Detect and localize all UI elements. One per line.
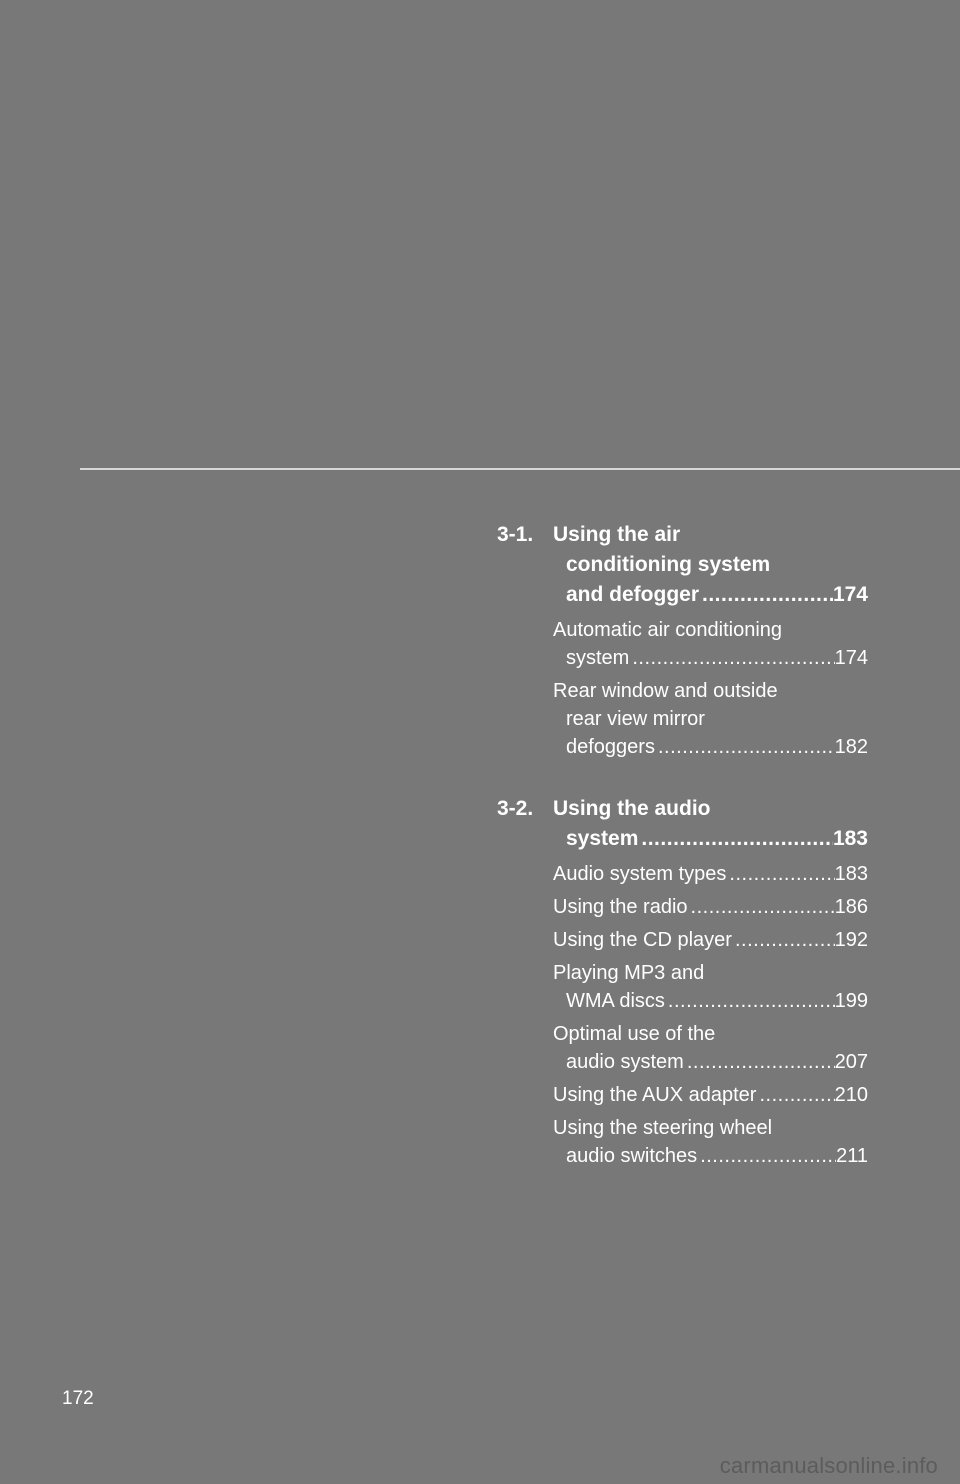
item-line xyxy=(497,1081,868,1109)
section-title-line xyxy=(497,824,868,854)
item-page-number: 207 xyxy=(834,1051,868,1073)
toc-item[interactable] xyxy=(497,1081,868,1109)
table-of-contents xyxy=(497,520,868,1170)
dot-leader xyxy=(697,1142,836,1170)
item-text: Using the radio xyxy=(553,896,688,918)
section-heading[interactable] xyxy=(497,794,868,854)
item-line xyxy=(497,644,868,672)
toc-section-3-1 xyxy=(497,520,868,761)
item-line xyxy=(497,1142,868,1170)
page-number: 172 xyxy=(62,1388,94,1409)
item-page-number: 210 xyxy=(834,1084,868,1106)
item-line: rear view mirror xyxy=(566,708,705,730)
toc-item[interactable] xyxy=(497,926,868,954)
toc-item[interactable] xyxy=(497,860,868,888)
section-number: 3-1. xyxy=(497,523,534,546)
section-heading[interactable] xyxy=(497,520,868,610)
dot-leader xyxy=(684,1048,835,1076)
section-title-text: system xyxy=(566,827,639,850)
watermark: carmanualsonline.info xyxy=(719,1453,938,1478)
section-title-line: conditioning system xyxy=(566,553,771,576)
item-line: Playing MP3 and xyxy=(553,962,705,984)
toc-item[interactable] xyxy=(497,616,868,672)
dot-leader xyxy=(699,580,833,610)
item-line: Rear window and outside xyxy=(553,680,778,702)
dot-leader xyxy=(688,893,835,921)
toc-item[interactable] xyxy=(497,959,868,1015)
item-page-number: 174 xyxy=(834,647,868,669)
item-text: Audio system types xyxy=(553,863,727,885)
section-items xyxy=(497,860,868,1170)
item-line: Automatic air conditioning xyxy=(553,619,783,641)
dot-leader xyxy=(726,860,834,888)
toc-item[interactable] xyxy=(497,1020,868,1076)
section-title-line xyxy=(497,580,868,610)
item-line: Optimal use of the xyxy=(553,1023,716,1045)
toc-item[interactable] xyxy=(497,1114,868,1170)
item-line xyxy=(497,987,868,1015)
toc-section-3-2 xyxy=(497,794,868,1170)
section-page-number: 183 xyxy=(832,827,868,850)
item-line xyxy=(497,1048,868,1076)
dot-leader xyxy=(732,926,835,954)
dot-leader xyxy=(756,1081,834,1109)
item-text: system xyxy=(566,647,630,669)
item-text: defoggers xyxy=(566,736,655,758)
item-page-number: 182 xyxy=(834,736,868,758)
toc-item[interactable] xyxy=(497,893,868,921)
toc-item[interactable] xyxy=(497,677,868,761)
item-text: audio system xyxy=(566,1051,684,1073)
divider-rule xyxy=(80,468,960,470)
item-line xyxy=(497,926,868,954)
item-line xyxy=(497,860,868,888)
item-text: WMA discs xyxy=(566,990,665,1012)
section-title-text: and defogger xyxy=(566,583,700,606)
item-page-number: 183 xyxy=(834,863,868,885)
item-line xyxy=(497,733,868,761)
item-text: Using the CD player xyxy=(553,929,732,951)
dot-leader xyxy=(638,824,833,854)
section-page-number: 174 xyxy=(832,583,868,606)
dot-leader xyxy=(629,644,834,672)
item-line: Using the steering wheel xyxy=(553,1117,773,1139)
item-page-number: 211 xyxy=(836,1145,868,1167)
item-page-number: 192 xyxy=(834,929,868,951)
dot-leader xyxy=(665,987,835,1015)
item-text: Using the AUX adapter xyxy=(553,1084,757,1106)
item-line xyxy=(497,893,868,921)
section-title-line: Using the audio xyxy=(553,797,711,820)
section-number: 3-2. xyxy=(497,797,534,820)
section-items xyxy=(497,616,868,761)
item-page-number: 186 xyxy=(834,896,868,918)
item-page-number: 199 xyxy=(834,990,868,1012)
section-title-line: Using the air xyxy=(553,523,681,546)
item-text: audio switches xyxy=(566,1145,698,1167)
dot-leader xyxy=(655,733,835,761)
